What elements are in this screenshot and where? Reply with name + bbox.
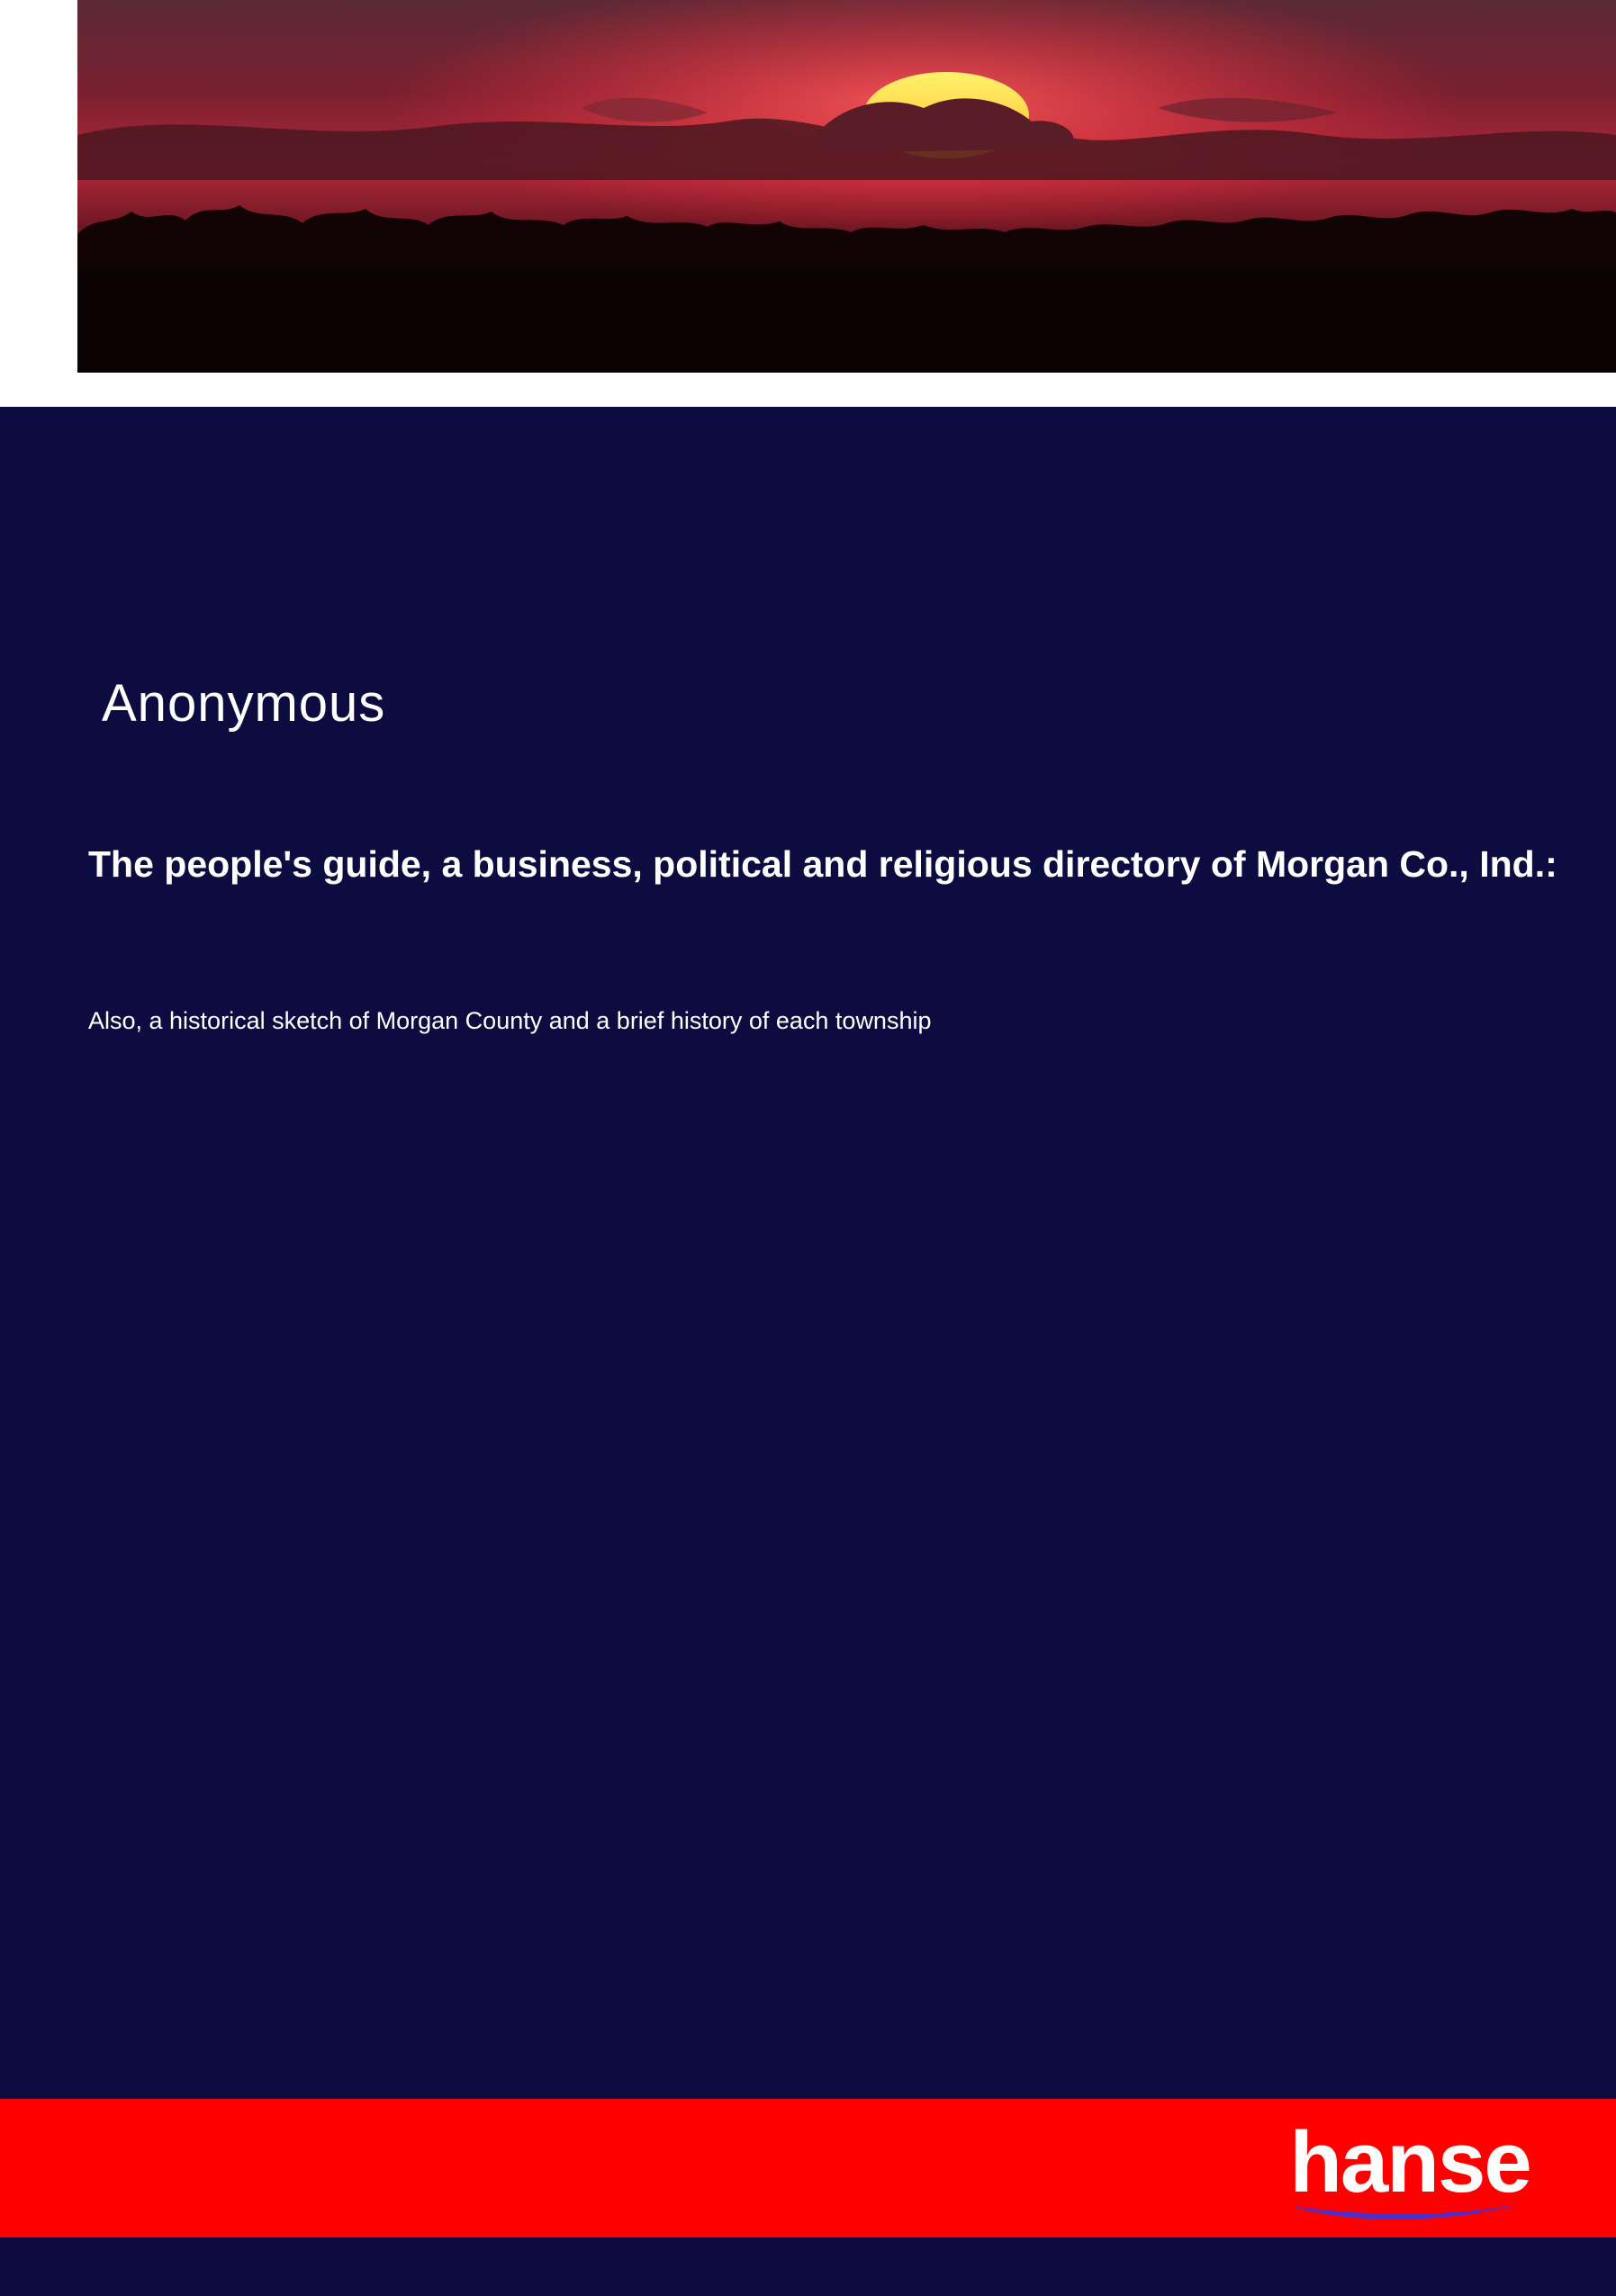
sunset-illustration: [77, 0, 1616, 373]
sunset-banner-image: [77, 0, 1616, 373]
publisher-logo: [1284, 2114, 1536, 2226]
publisher-logo-text: hanse: [1289, 2114, 1530, 2210]
book-subtitle: Also, a historical sketch of Morgan County and a brief history of each township: [88, 1007, 932, 1034]
book-title: The people's guide, a business, political and religious directory of Morgan Co., Ind.:: [88, 843, 1557, 885]
author-name: Anonymous: [102, 674, 386, 733]
